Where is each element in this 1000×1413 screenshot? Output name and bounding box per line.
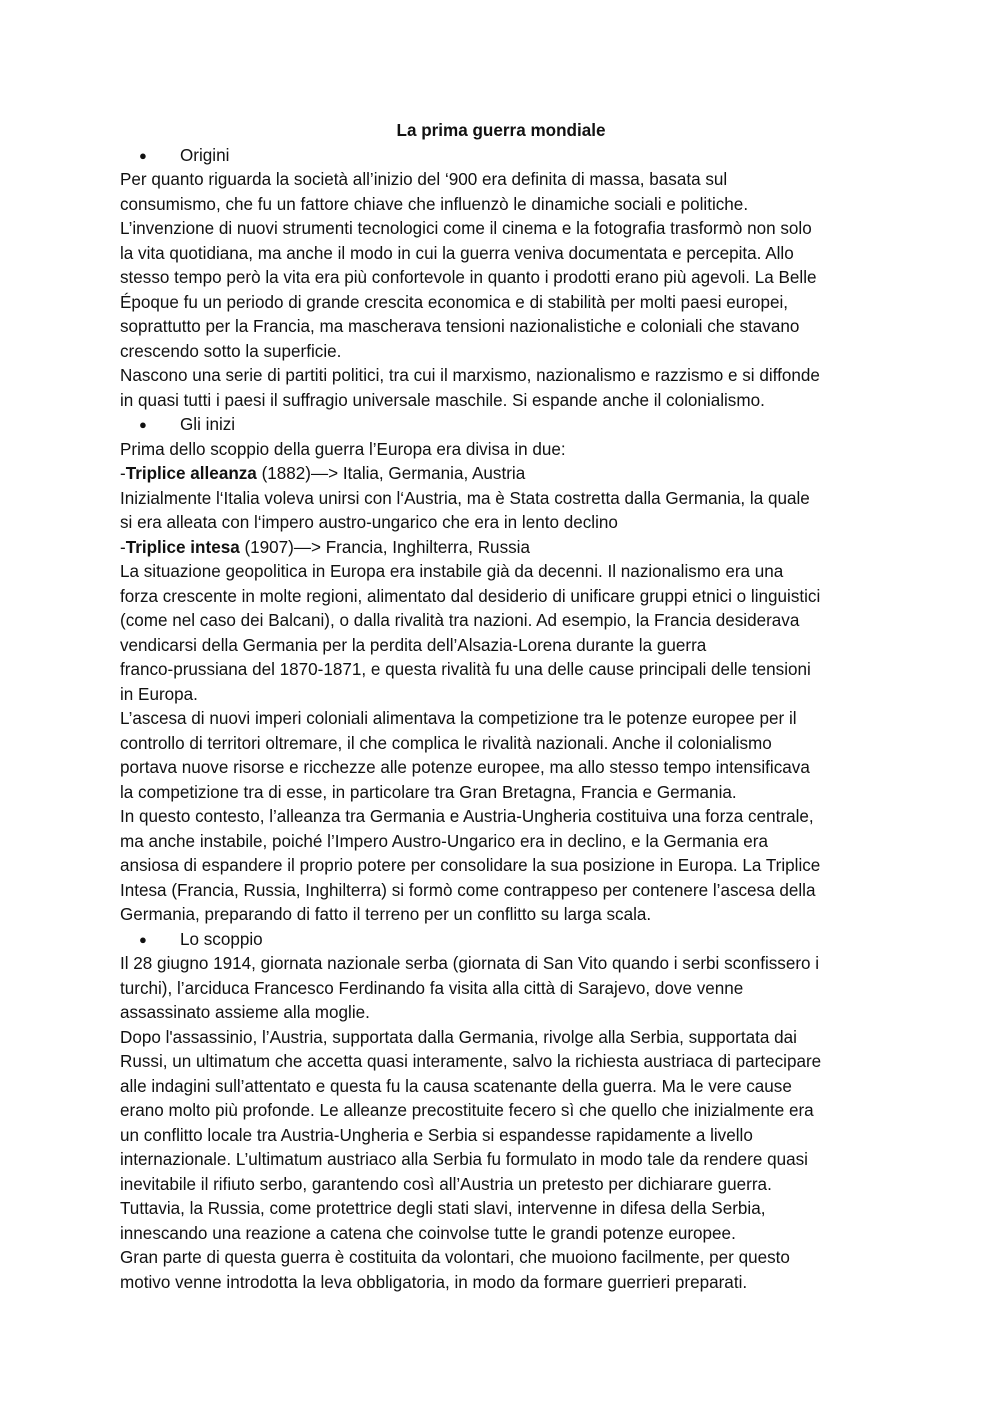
- text-line: L’ascesa di nuovi imperi coloniali alimentava la competizione tra le potenze europee per il: [120, 709, 797, 728]
- text-line: Tuttavia, la Russia, come protettrice degli stati slavi, intervenne in difesa della Serbia,: [120, 1199, 766, 1218]
- alliance-name: Triplice alleanza: [125, 464, 257, 483]
- text-line: assassinato assieme alla moglie.: [120, 1003, 370, 1022]
- text-line: Intesa (Francia, Russia, Inghilterra) si formò come contrappeso per contenere l’ascesa della: [120, 880, 816, 900]
- text-line: Prima dello scoppio della guerra l’Europa era divisa in due:: [120, 439, 566, 459]
- text-line: in quasi tutti i paesi il suffragio universale maschile. Si espande anche il colonialismo.: [120, 390, 765, 410]
- section-heading-label: Origini: [180, 145, 230, 165]
- text-line: Russi, un ultimatum che accetta quasi interamente, salvo la richiesta austriaca di partecipare: [120, 1052, 822, 1071]
- text-line: si era alleata con l‘impero austro-ungarico che era in lento declino: [120, 513, 618, 532]
- document-page: [120, 119, 882, 1295]
- section-heading-scoppio: [120, 928, 882, 953]
- alliance-line-triplice-intesa: [120, 536, 882, 561]
- alliance-details: (1907)—> Francia, Inghilterra, Russia: [239, 537, 530, 557]
- bullet-icon: ●: [139, 417, 147, 432]
- text-line: innescando una reazione a catena che coinvolse tutte le grandi potenze europee.: [120, 1223, 736, 1243]
- paragraph-scoppio-3: [120, 1246, 882, 1295]
- bullet-icon: ●: [139, 931, 147, 947]
- text-line: ma anche instabile, poiché l’Impero Austro-Ungarico era in declino, e la Germania era: [120, 831, 769, 851]
- text-line: soprattutto per la Francia, ma mascherava tensioni nazionalistiche e coloniali che stavano: [120, 317, 800, 336]
- text-line: motivo venne introdotta la leva obbligatoria, in modo da formare guerrieri preparati.: [120, 1272, 748, 1292]
- text-line: (come nel caso dei Balcani), o dalla rivalità tra nazioni. Ad esempio, la Francia desiderava: [120, 611, 800, 630]
- text-line: un conflitto locale tra Austria-Ungheria e Serbia si espandesse rapidamente a livello: [120, 1125, 753, 1145]
- paragraph-inizi-intro: [120, 438, 882, 561]
- paragraph-inizi-1: [120, 560, 882, 707]
- text-line: La situazione geopolitica in Europa era instabile già da decenni. Il nazionalismo era una: [120, 562, 784, 581]
- text-line: stesso tempo però la vita era più confortevole in quanto i prodotti erano più agevoli. La Belle: [120, 268, 817, 287]
- text-line: Germania, preparando di fatto il terreno per un conflitto su larga scala.: [120, 905, 652, 924]
- text-line: franco-prussiana del 1870-1871, e questa rivalità fu una delle cause principali delle tensioni: [120, 660, 811, 679]
- text-line: ansiosa di espandere il proprio potere per consolidare la sua posizione in Europa. La Triplice: [120, 856, 821, 875]
- text-line: inevitabile il rifiuto serbo, garantendo così all’Austria un pretesto per dichiarare guerra.: [120, 1174, 772, 1194]
- paragraph-inizi-2: [120, 707, 882, 805]
- paragraph-scoppio-2: [120, 1026, 882, 1247]
- text-line: controllo di territori oltremare, il che complica le rivalità nazionali. Anche il colonialismo: [120, 733, 772, 753]
- text-line: L’invenzione di nuovi strumenti tecnologici come il cinema e la fotografia trasformò non solo: [120, 219, 812, 238]
- alliance-details: (1882)—> Italia, Germania, Austria: [256, 464, 526, 483]
- section-heading-label: Lo scoppio: [180, 929, 263, 949]
- section-heading-label: Gli inizi: [180, 415, 236, 434]
- alliance-prefix: -: [120, 464, 126, 483]
- text-line: Gran parte di questa guerra è costituita da volontari, che muoiono facilmente, per questo: [120, 1248, 790, 1267]
- alliance-line-triplice-alleanza: [120, 462, 882, 487]
- text-line: portava nuove risorse e ricchezze alle potenze europee, ma allo stesso tempo intensificava: [120, 758, 810, 777]
- alliance-prefix: -: [120, 537, 126, 557]
- section-heading-origini: [120, 144, 882, 169]
- paragraph-origini-1: [120, 168, 882, 364]
- text-line: Per quanto riguarda la società all’inizio del ‘900 era definita di massa, basata sul: [120, 170, 728, 189]
- text-line: turchi), l’arciduca Francesco Ferdinando fa visita alla città di Sarajevo, dove venne: [120, 978, 744, 998]
- text-line: vendicarsi della Germania per la perdita dell’Alsazia-Lorena durante la guerra: [120, 635, 707, 655]
- text-line: In questo contesto, l’alleanza tra Germania e Austria-Ungheria costituiva una forza centrale,: [120, 807, 814, 826]
- alliance-name: Triplice intesa: [125, 537, 240, 557]
- text-line: erano molto più profonde. Le alleanze precostituite fecero sì che quello che inizialmente era: [120, 1101, 814, 1120]
- text-line: Nascono una serie di partiti politici, tra cui il marxismo, nazionalismo e razzismo e si diffonde: [120, 366, 820, 385]
- text-line: crescendo sotto la superficie.: [120, 341, 342, 361]
- text-line: la vita quotidiana, ma anche il modo in cui la guerra veniva documentata e percepita. Allo: [120, 243, 794, 263]
- text-line: Inizialmente l‘Italia voleva unirsi con l‘Austria, ma è Stata costretta dalla Germania, la quale: [120, 488, 810, 508]
- text-line: alle indagini sull’attentato e questa fu la causa scatenante della guerra. Ma le vere cause: [120, 1076, 792, 1096]
- bullet-icon: ●: [139, 147, 147, 163]
- text-line: consumismo, che fu un fattore chiave che influenzò le dinamiche sociali e politiche.: [120, 194, 749, 214]
- text-line: in Europa.: [120, 684, 198, 704]
- text-line: forza crescente in molte regioni, alimentato dal desiderio di unificare gruppi etnici o linguistici: [120, 586, 821, 606]
- paragraph-inizi-3: [120, 805, 882, 928]
- text-line: la competizione tra di esse, in particolare tra Gran Bretagna, Francia e Germania.: [120, 782, 737, 802]
- text-line: Il 28 giugno 1914, giornata nazionale serba (giornata di San Vito quando i serbi sconfissero i: [120, 954, 820, 973]
- text-line: Dopo l'assassinio, l’Austria, supportata dalla Germania, rivolge alla Serbia, supportata dai: [120, 1027, 797, 1047]
- text-line: Époque fu un periodo di grande crescita economica e di stabilità per molti paesi europei,: [120, 292, 789, 312]
- paragraph-scoppio-1: [120, 952, 882, 1026]
- paragraph-origini-2: [120, 364, 882, 413]
- document-title: La prima guerra mondiale: [396, 121, 606, 140]
- section-heading-inizi: [120, 413, 882, 438]
- text-line: internazionale. L’ultimatum austriaco alla Serbia fu formulato in modo tale da rendere quasi: [120, 1150, 808, 1169]
